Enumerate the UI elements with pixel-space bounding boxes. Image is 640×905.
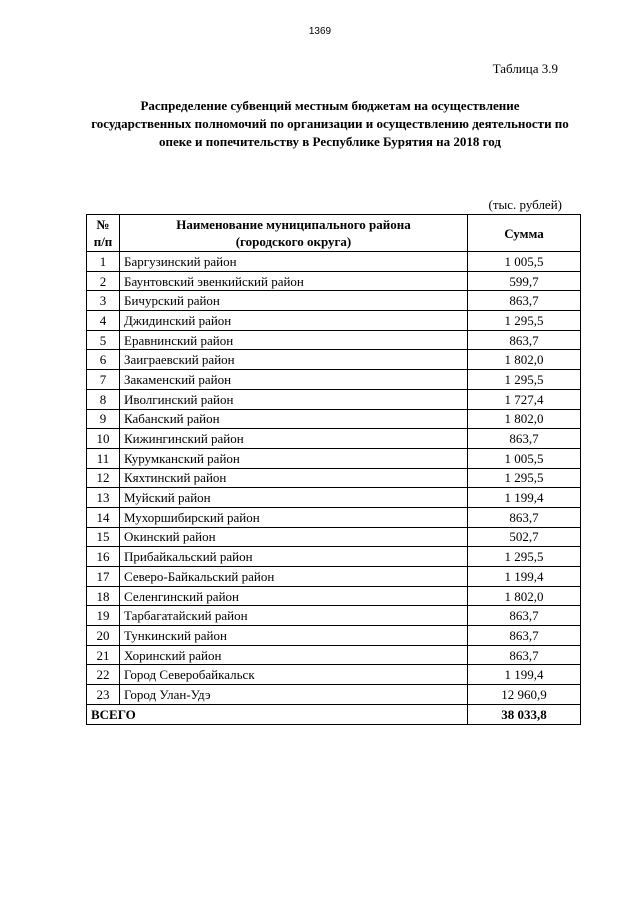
row-name: Город Северобайкальск <box>120 665 468 685</box>
table-label: Таблица 3.9 <box>492 61 558 76</box>
table-body <box>87 252 581 705</box>
row-sum: 502,7 <box>468 527 581 547</box>
row-name: Кабанский район <box>120 409 468 429</box>
table-row <box>87 330 581 350</box>
row-number: 1 <box>87 252 120 272</box>
row-number: 7 <box>87 370 120 390</box>
subsidy-table <box>86 214 581 725</box>
table-row <box>87 645 581 665</box>
row-sum: 863,7 <box>468 507 581 527</box>
table-row <box>87 488 581 508</box>
row-name: Мухоршибирский район <box>120 507 468 527</box>
row-number: 16 <box>87 547 120 567</box>
table-row <box>87 606 581 626</box>
row-sum: 1 727,4 <box>468 389 581 409</box>
row-name: Муйский район <box>120 488 468 508</box>
row-name: Баргузинский район <box>120 252 468 272</box>
row-sum: 1 199,4 <box>468 567 581 587</box>
row-number: 10 <box>87 429 120 449</box>
row-number: 21 <box>87 645 120 665</box>
row-name: Баунтовский эвенкийский район <box>120 271 468 291</box>
row-name: Кяхтинский район <box>120 468 468 488</box>
row-name: Заиграевский район <box>120 350 468 370</box>
table-row <box>87 586 581 606</box>
row-name: Кижингинский район <box>120 429 468 449</box>
row-name: Прибайкальский район <box>120 547 468 567</box>
row-sum: 1 802,0 <box>468 409 581 429</box>
total-sum: 38 033,8 <box>468 704 581 724</box>
row-number: 2 <box>87 271 120 291</box>
row-sum: 863,7 <box>468 626 581 646</box>
total-row <box>87 704 581 724</box>
table-row <box>87 350 581 370</box>
row-name: Бичурский район <box>120 291 468 311</box>
header-number-line2: п/п <box>93 234 113 249</box>
row-name: Джидинский район <box>120 311 468 331</box>
table-row <box>87 370 581 390</box>
table-row <box>87 527 581 547</box>
header-name-line2: (городского округа) <box>235 234 352 249</box>
table-row <box>87 665 581 685</box>
header-sum: Сумма <box>468 215 581 252</box>
table-row <box>87 271 581 291</box>
table-row <box>87 448 581 468</box>
table-row <box>87 389 581 409</box>
row-number: 9 <box>87 409 120 429</box>
table-header-row <box>87 215 581 252</box>
row-sum: 1 295,5 <box>468 311 581 331</box>
row-sum: 1 295,5 <box>468 468 581 488</box>
table-row <box>87 507 581 527</box>
row-sum: 863,7 <box>468 429 581 449</box>
row-number: 8 <box>87 389 120 409</box>
table-row <box>87 547 581 567</box>
header-name-line1: Наименование муниципального района <box>176 217 411 232</box>
row-name: Хоринский район <box>120 645 468 665</box>
row-name: Закаменский район <box>120 370 468 390</box>
row-name: Еравнинский район <box>120 330 468 350</box>
row-number: 4 <box>87 311 120 331</box>
row-number: 17 <box>87 567 120 587</box>
units-label: (тыс. рублей) <box>488 197 562 212</box>
row-number: 18 <box>87 586 120 606</box>
row-name: Селенгинский район <box>120 586 468 606</box>
table-row <box>87 567 581 587</box>
row-sum: 12 960,9 <box>468 685 581 705</box>
row-number: 20 <box>87 626 120 646</box>
table-row <box>87 685 581 705</box>
row-sum: 599,7 <box>468 271 581 291</box>
row-number: 23 <box>87 685 120 705</box>
table-row <box>87 429 581 449</box>
row-sum: 1 199,4 <box>468 488 581 508</box>
row-sum: 1 005,5 <box>468 448 581 468</box>
header-number-line1: № <box>96 217 110 232</box>
row-name: Тункинский район <box>120 626 468 646</box>
row-number: 5 <box>87 330 120 350</box>
row-number: 3 <box>87 291 120 311</box>
row-sum: 1 802,0 <box>468 350 581 370</box>
row-sum: 863,7 <box>468 330 581 350</box>
row-name: Курумканский район <box>120 448 468 468</box>
row-sum: 1 295,5 <box>468 370 581 390</box>
row-sum: 863,7 <box>468 606 581 626</box>
row-name: Тарбагатайский район <box>120 606 468 626</box>
row-number: 11 <box>87 448 120 468</box>
row-sum: 1 199,4 <box>468 665 581 685</box>
row-number: 15 <box>87 527 120 547</box>
row-sum: 863,7 <box>468 645 581 665</box>
table-row <box>87 626 581 646</box>
row-name: Иволгинский район <box>120 389 468 409</box>
row-name: Северо-Байкальский район <box>120 567 468 587</box>
page-number: 1369 <box>308 26 332 37</box>
table-row <box>87 291 581 311</box>
table-row <box>87 311 581 331</box>
row-sum: 1 005,5 <box>468 252 581 272</box>
row-number: 19 <box>87 606 120 626</box>
table-row <box>87 252 581 272</box>
document-title: Распределение субвенций местным бюджетам на осуществление государственных полномочий по организации и осуществлению деятельности по опеке и попечительству в Республике Бурятия на 2018 год <box>91 98 569 149</box>
header-number <box>87 215 120 252</box>
row-number: 22 <box>87 665 120 685</box>
total-label: ВСЕГО <box>87 704 468 724</box>
row-number: 12 <box>87 468 120 488</box>
row-number: 13 <box>87 488 120 508</box>
row-name: Город Улан-Удэ <box>120 685 468 705</box>
row-sum: 1 802,0 <box>468 586 581 606</box>
row-sum: 863,7 <box>468 291 581 311</box>
header-name <box>120 215 468 252</box>
row-number: 6 <box>87 350 120 370</box>
table-row <box>87 468 581 488</box>
table-row <box>87 409 581 429</box>
row-number: 14 <box>87 507 120 527</box>
row-sum: 1 295,5 <box>468 547 581 567</box>
row-name: Окинский район <box>120 527 468 547</box>
